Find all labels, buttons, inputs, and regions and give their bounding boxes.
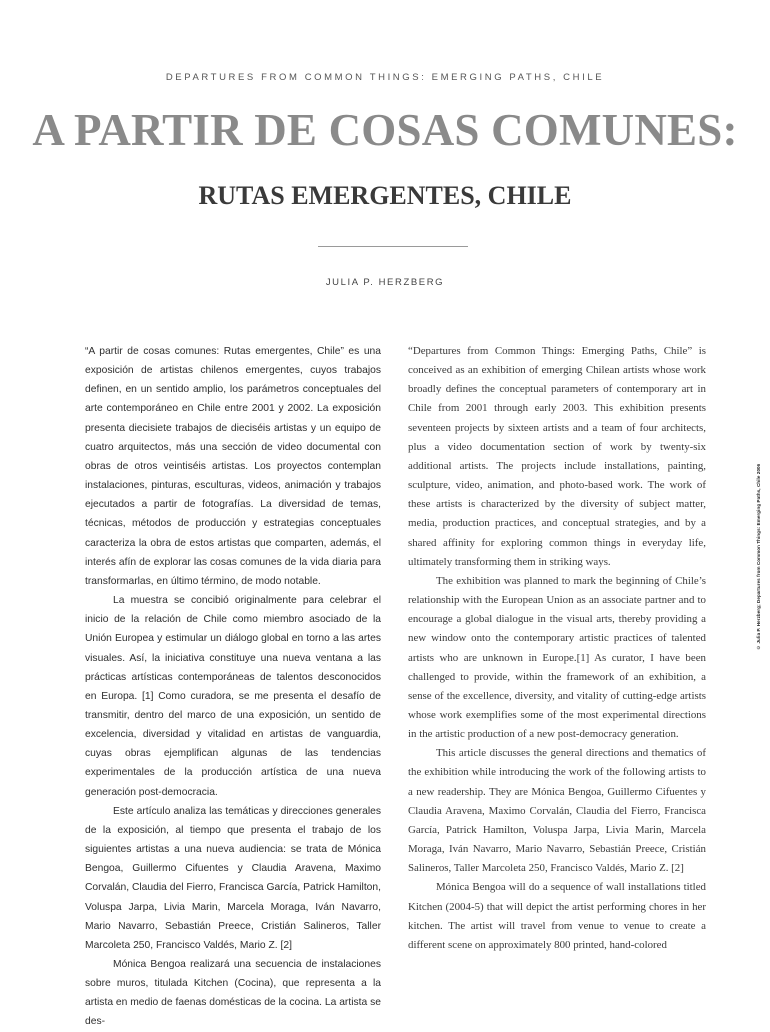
margin-credit: © Julia P. Herzberg; Departures from Common Things: Emerging Paths, Chile 2006	[756, 463, 761, 650]
spanish-paragraph: Este artículo analiza las temáticas y direcciones generales de la exposición, al tiempo que presenta el trabajo de los siguientes artistas a una nueva audiencia: se trata de Mónica Bengoa, Guillermo Cifuentes y Claudia Aravena, Maximo Corvalán, Claudia del Fierro, Francisca García, Patrick Hamilton, Voluspa Jarpa, Livia Marin, Marcela Moraga, Iván Navarro, Mario Navarro, Sebastián Preece, Cristián Salineros, Taller Marcoleta 250, Francisco Valdés, Mario Z. [2]	[85, 805, 381, 951]
spanish-column	[85, 342, 381, 1032]
spanish-paragraph: “A partir de cosas comunes: Rutas emergentes, Chile” es una exposición de artistas chilenos emergentes, cuyos trabajos definen, en un sentido amplio, los parámetros conceptuales del arte contemporáneo en Chile entre 2001 y 2002. La exposición presenta diecisiete trabajos de dieciséis artistas y un equipo de cuatro arquitectos, más una sección de video documental con obras de otros veintiséis artistas. Los proyectos contemplan instalaciones, pinturas, esculturas, videos, animación y trabajos ejecutados a partir de fotografías. La diversidad de temas, técnicas, métodos de producción y estrategias conceptuales caracteriza la obra de estos artistas que comparten, además, el interés afín de explorar las cosas comunes de la vida diaria para transformarlas, en último término, de modo notable.	[85, 346, 381, 587]
english-paragraph: Mónica Bengoa will do a sequence of wall installations titled Kitchen (2004-5) that will depict the artist performing chores in her kitchen. The artist will travel from venue to venue to create a different scene on approximately 800 printed, hand-colored	[408, 881, 706, 951]
english-paragraph: The exhibition was planned to mark the beginning of Chile’s relationship with the European Union as an associate partner and to encourage a global dialogue in the visual arts, thereby providing a new window onto the contemporary artistic practices of talented artists who are unknown in Europe.[1] As curator, I have been challenged to provide, within the framework of an exhibition, a sense of the excellence, diversity, and vitality of cutting-edge artists whose work exemplifies some of the most experimental directions in the artistic production of a new post-democracy generation.	[408, 574, 706, 741]
author-byline: JULIA P. HERZBERG	[325, 277, 445, 288]
title-divider	[318, 246, 468, 247]
english-paragraph: “Departures from Common Things: Emerging Paths, Chile” is conceived as an exhibition of emerging Chilean artists whose work broadly defines the conceptual parameters of contemporary art in Chile from 2001 through early 2003. This exhibition presents seventeen projects by sixteen artists and a team of four architects, plus a video documentation section of work by twenty-six additional artists. The projects include installations, painting, sculpture, video, animation, and photo-based work. The work of these artists is characterized by the diversity of subject matter, media, production practices, and conceptual strategies, and by a shared affinity for exploring common things in everyday life, ultimately transforming them in striking ways.	[408, 345, 706, 568]
english-column	[408, 342, 706, 955]
article-title: A PARTIR DE COSAS COMUNES:	[32, 105, 738, 155]
spanish-paragraph: Mónica Bengoa realizará una secuencia de instalaciones sobre muros, titulada Kitchen (Cocina), que representa a la artista en medio de faenas domésticas de la cocina. La artista se des-	[85, 959, 381, 1028]
english-paragraph: This article discusses the general directions and thematics of the exhibition while introducing the work of the following artists to a new readership. They are Mónica Bengoa, Guillermo Cifuentes y Claudia Aravena, Maximo Corvalán, Claudia del Fierro, Francisca García, Patrick Hamilton, Voluspa Jarpa, Livia Marin, Marcela Moraga, Iván Navarro, Mario Navarro, Sebastián Preece, Cristián Salineros, Taller Marcoleta 250, Francisco Valdés, Mario Z. [2]	[408, 747, 706, 875]
spanish-paragraph: La muestra se concibió originalmente para celebrar el inicio de la relación de Chile como miembro asociado de la Unión Europea y estimular un diálogo global en torno a las artes visuales. Así, la iniciativa constituye una nueva ventana a las prácticas artísticas contemporáneas de talentos desconocidos en Europa. [1] Como curadora, se me presenta el desafío de transmitir, dentro del marco de una exposición, un sentido de excelencia, diversidad y vitalidad en artistas de vanguardia, cuyas obras ejemplifican algunas de las tendencias experimentales de la producción artística de una nueva generación post-democracia.	[85, 595, 381, 798]
running-head: DEPARTURES FROM COMMON THINGS: EMERGING PATHS, CHILE	[165, 72, 605, 83]
article-subtitle: RUTAS EMERGENTES, CHILE	[198, 181, 572, 210]
